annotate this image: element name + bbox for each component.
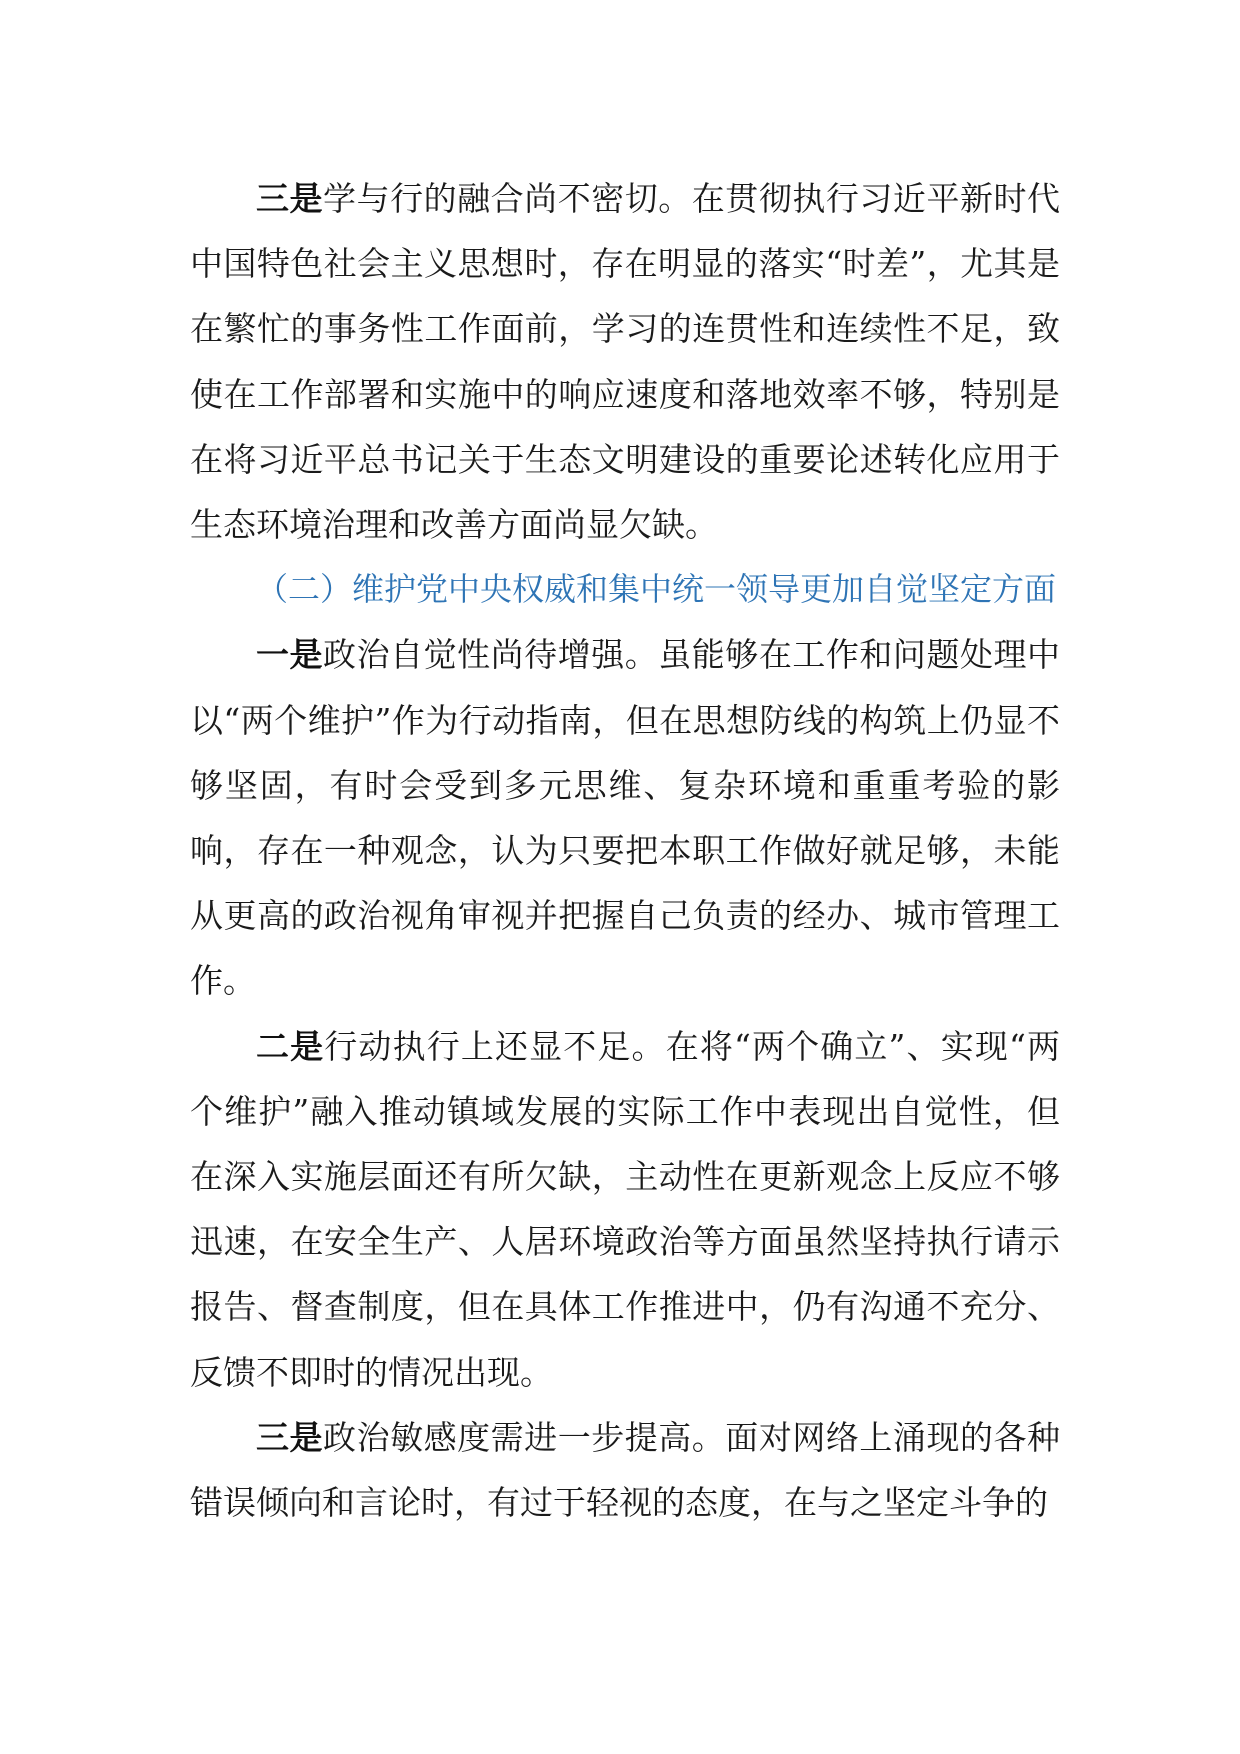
paragraph-action-execution bbox=[190, 1014, 1060, 1405]
paragraph-political-sensitivity bbox=[190, 1405, 1060, 1535]
paragraph-text: 行动执行上还显不足。在将“两个确立”、实现“两个维护”融入推动镇域发展的实际工作中表现出自觉性，但在深入实施层面还有所欠缺，主动性在更新观念上反应不够迅速，在安全生产、人居环境政治等方面虽然坚持执行请示报告、督查制度，但在具体工作推进中，仍有沟通不充分、反馈不即时的情况出现。 bbox=[190, 1026, 1060, 1392]
paragraph-text: 政治敏感度需进一步提高。面对网络上涌现的各种错误倾向和言论时，有过于轻视的态度，在与之坚定斗争的 bbox=[190, 1417, 1061, 1523]
paragraph-political-awareness bbox=[190, 622, 1060, 1013]
paragraph-lead: 三是 bbox=[256, 179, 324, 218]
document-body bbox=[190, 166, 1060, 1535]
paragraph-text: 学与行的融合尚不密切。在贯彻执行习近平新时代中国特色社会主义思想时，存在明显的落实“时差”，尤其是在繁忙的事务性工作面前，学习的连贯性和连续性不足，致使在工作部署和实施中的响应速度和落地效率不够，特别是在将习近平总书记关于生态文明建设的重要论述转化应用于生态环境治理和改善方面尚显欠缺。 bbox=[190, 179, 1061, 545]
paragraph-lead: 二是 bbox=[256, 1026, 325, 1066]
paragraph-study-practice bbox=[190, 166, 1060, 557]
paragraph-text: 政治自觉性尚待增强。虽能够在工作和问题处理中以“两个维护”作为行动指南，但在思想防线的构筑上仍显不够坚固，有时会受到多元思维、复杂环境和重重考验的影响，存在一种观念，认为只要把本职工作做好就足够，未能从更高的政治视角审视并把握自己负责的经办、城市管理工作。 bbox=[190, 635, 1061, 1001]
section-heading: （二）维护党中央权威和集中统一领导更加自觉坚定方面 bbox=[256, 570, 1057, 609]
paragraph-lead: 一是 bbox=[256, 635, 324, 675]
paragraph-lead: 三是 bbox=[256, 1417, 324, 1457]
